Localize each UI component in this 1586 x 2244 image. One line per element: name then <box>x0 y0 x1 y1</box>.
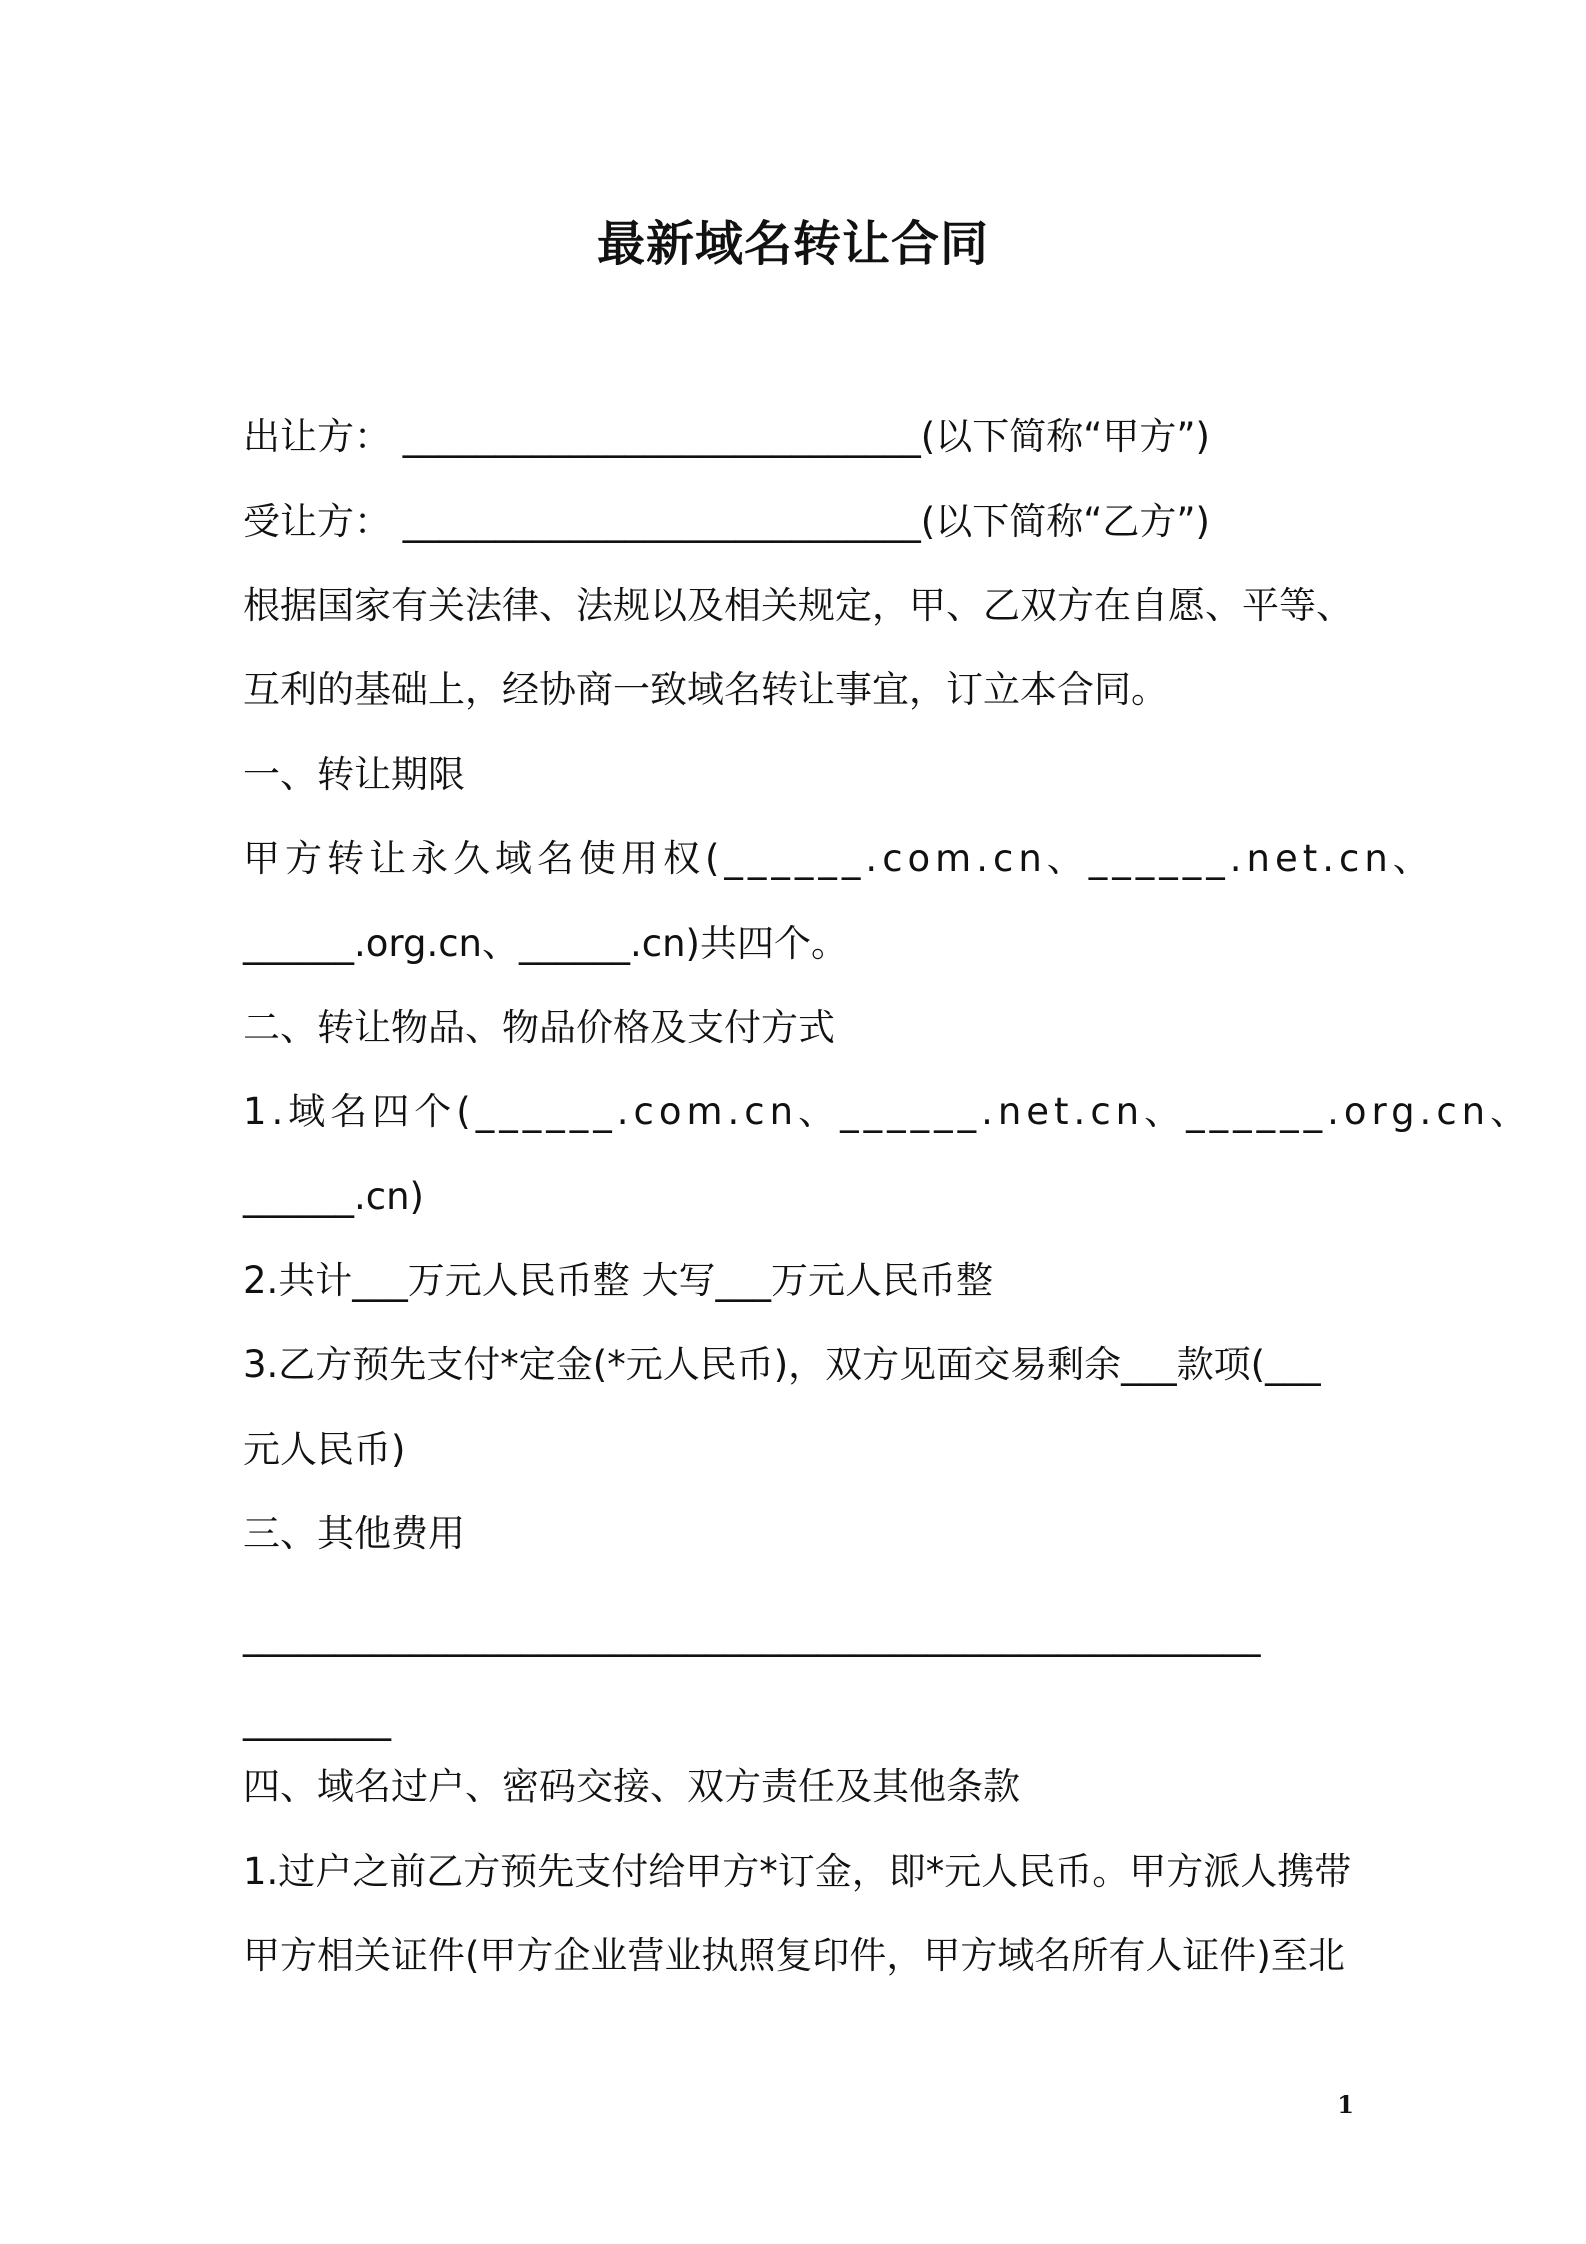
blank-fill-line: _______________________________________________________ <box>243 1614 1261 1657</box>
section-heading: 一、转让期限 <box>243 753 465 796</box>
paragraph-line: 甲方转让永久域名使用权(______.com.cn、______.net.cn、 <box>243 837 1435 880</box>
section-heading: 三、其他费用 <box>243 1512 465 1555</box>
party-b-line: 受让方： ____________________________(以下简称“乙方”) <box>243 500 1210 543</box>
paragraph-line: ______.org.cn、______.cn)共四个。 <box>243 922 848 965</box>
blank-fill-line: ________ <box>243 1698 391 1741</box>
paragraph-line: 根据国家有关法律、法规以及相关规定，甲、乙双方在自愿、平等、 <box>243 584 1353 627</box>
paragraph-line: ______.cn) <box>243 1175 424 1218</box>
paragraph-line: 2.共计___万元人民币整 大写___万元人民币整 <box>243 1259 994 1302</box>
paragraph-line: 互利的基础上，经协商一致域名转让事宜，订立本合同。 <box>243 668 1168 711</box>
section-heading: 四、域名过户、密码交接、双方责任及其他条款 <box>243 1765 1020 1808</box>
party-a-line: 出让方： ____________________________(以下简称“甲方”) <box>243 415 1210 458</box>
paragraph-line: 3.乙方预先支付*定金(*元人民币)，双方见面交易剩余___款项(___ <box>243 1343 1321 1386</box>
paragraph-line: 1.过户之前乙方预先支付给甲方*订金，即*元人民币。甲方派人携带 <box>243 1850 1352 1893</box>
paragraph-line: 甲方相关证件(甲方企业营业执照复印件，甲方域名所有人证件)至北 <box>243 1934 1345 1977</box>
document-title: 最新域名转让合同 <box>596 216 989 272</box>
page-number: 1 <box>1337 2090 1354 2119</box>
section-heading: 二、转让物品、物品价格及支付方式 <box>243 1006 835 1049</box>
paragraph-line: 1.域名四个(______.com.cn、______.net.cn、______.org.cn、 <box>243 1090 1533 1133</box>
paragraph-line: 元人民币) <box>243 1428 406 1471</box>
